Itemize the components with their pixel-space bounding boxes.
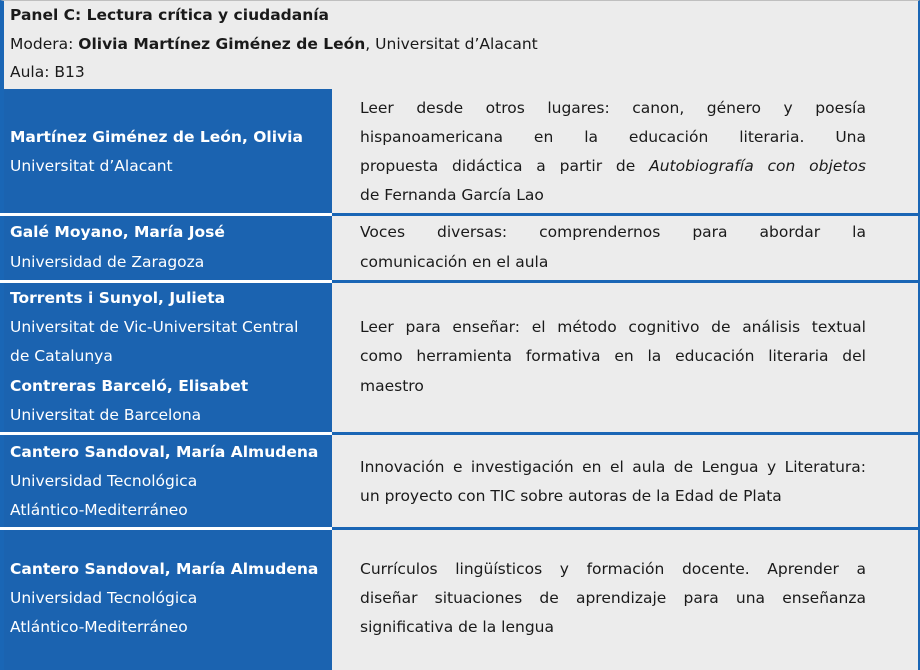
panel-moderator (10, 34, 538, 54)
speaker-affiliation: Universitat d’Alacant (10, 157, 173, 175)
book-title: Autobiografía con objetos (649, 157, 866, 175)
speaker-cell (0, 216, 332, 280)
session-row (0, 283, 920, 432)
moderator-label: Modera: (10, 35, 74, 53)
moderator-name: Olivia Martínez Giménez de León (78, 35, 366, 53)
talk-title-cell (332, 530, 920, 670)
panel-title: Panel C: Lectura crítica y ciudadanía (10, 6, 330, 24)
talk-title-line: un proyecto con TIC sobre autoras de la Edad de Plata (360, 487, 782, 505)
talk-title-line: diseñar situaciones de aprendizaje para una enseñanza (360, 589, 866, 607)
speaker-name: Contreras Barceló, Elisabet (10, 377, 249, 395)
session-row (0, 89, 920, 213)
panel-header (0, 0, 920, 89)
speaker-affiliation: Universidad de Zaragoza (10, 253, 205, 271)
talk-title-line: Currículos lingüísticos y formación docente. Aprender a (360, 560, 866, 578)
speaker-affiliation: Atlántico-Mediterráneo (10, 618, 188, 636)
talk-title-line: maestro (360, 377, 424, 395)
speaker-cell (0, 530, 332, 670)
talk-title-line: de Fernanda García Lao (360, 186, 544, 204)
talk-title-cell (332, 435, 920, 527)
talk-title-line: significativa de la lengua (360, 618, 554, 636)
talk-title-cell (332, 89, 920, 213)
talk-title-line: Innovación e investigación en el aula de Lengua y Literatura: (360, 458, 866, 476)
talk-title-line: Leer desde otros lugares: canon, género y poesía (360, 99, 866, 117)
speaker-cell (0, 283, 332, 432)
speaker-name: Cantero Sandoval, María Almudena (10, 560, 319, 578)
speaker-cell (0, 435, 332, 527)
speaker-name: Galé Moyano, María José (10, 223, 225, 241)
session-row (0, 435, 920, 527)
talk-title-line: propuesta didáctica a partir de Autobiografía con objetos (360, 157, 866, 175)
speaker-affiliation: Atlántico-Mediterráneo (10, 501, 188, 519)
speaker-affiliation: Universitat de Barcelona (10, 406, 202, 424)
speaker-affiliation: Universitat de Vic-Universitat Central (10, 318, 299, 336)
moderator-affiliation: , Universitat d’Alacant (365, 35, 538, 53)
talk-title-line: hispanoamericana en la educación literaria. Una (360, 128, 866, 146)
speaker-affiliation: Universidad Tecnológica (10, 472, 198, 490)
talk-title-line: Voces diversas: comprendernos para abordar la (360, 223, 866, 241)
talk-title-line: comunicación en el aula (360, 253, 549, 271)
session-row (0, 216, 920, 280)
talk-title-line: Leer para enseñar: el método cognitivo de análisis textual (360, 318, 866, 336)
panel-room: Aula: B13 (10, 63, 85, 81)
talk-title-line: como herramienta formativa en la educación literaria del (360, 347, 866, 365)
speaker-affiliation: de Catalunya (10, 347, 113, 365)
talk-title-cell (332, 283, 920, 432)
speaker-name: Torrents i Sunyol, Julieta (10, 289, 226, 307)
speaker-name: Martínez Giménez de León, Olivia (10, 128, 303, 146)
talk-title-cell (332, 216, 920, 280)
speaker-name: Cantero Sandoval, María Almudena (10, 443, 319, 461)
speaker-cell (0, 89, 332, 213)
speaker-affiliation: Universidad Tecnológica (10, 589, 198, 607)
session-row (0, 530, 920, 670)
